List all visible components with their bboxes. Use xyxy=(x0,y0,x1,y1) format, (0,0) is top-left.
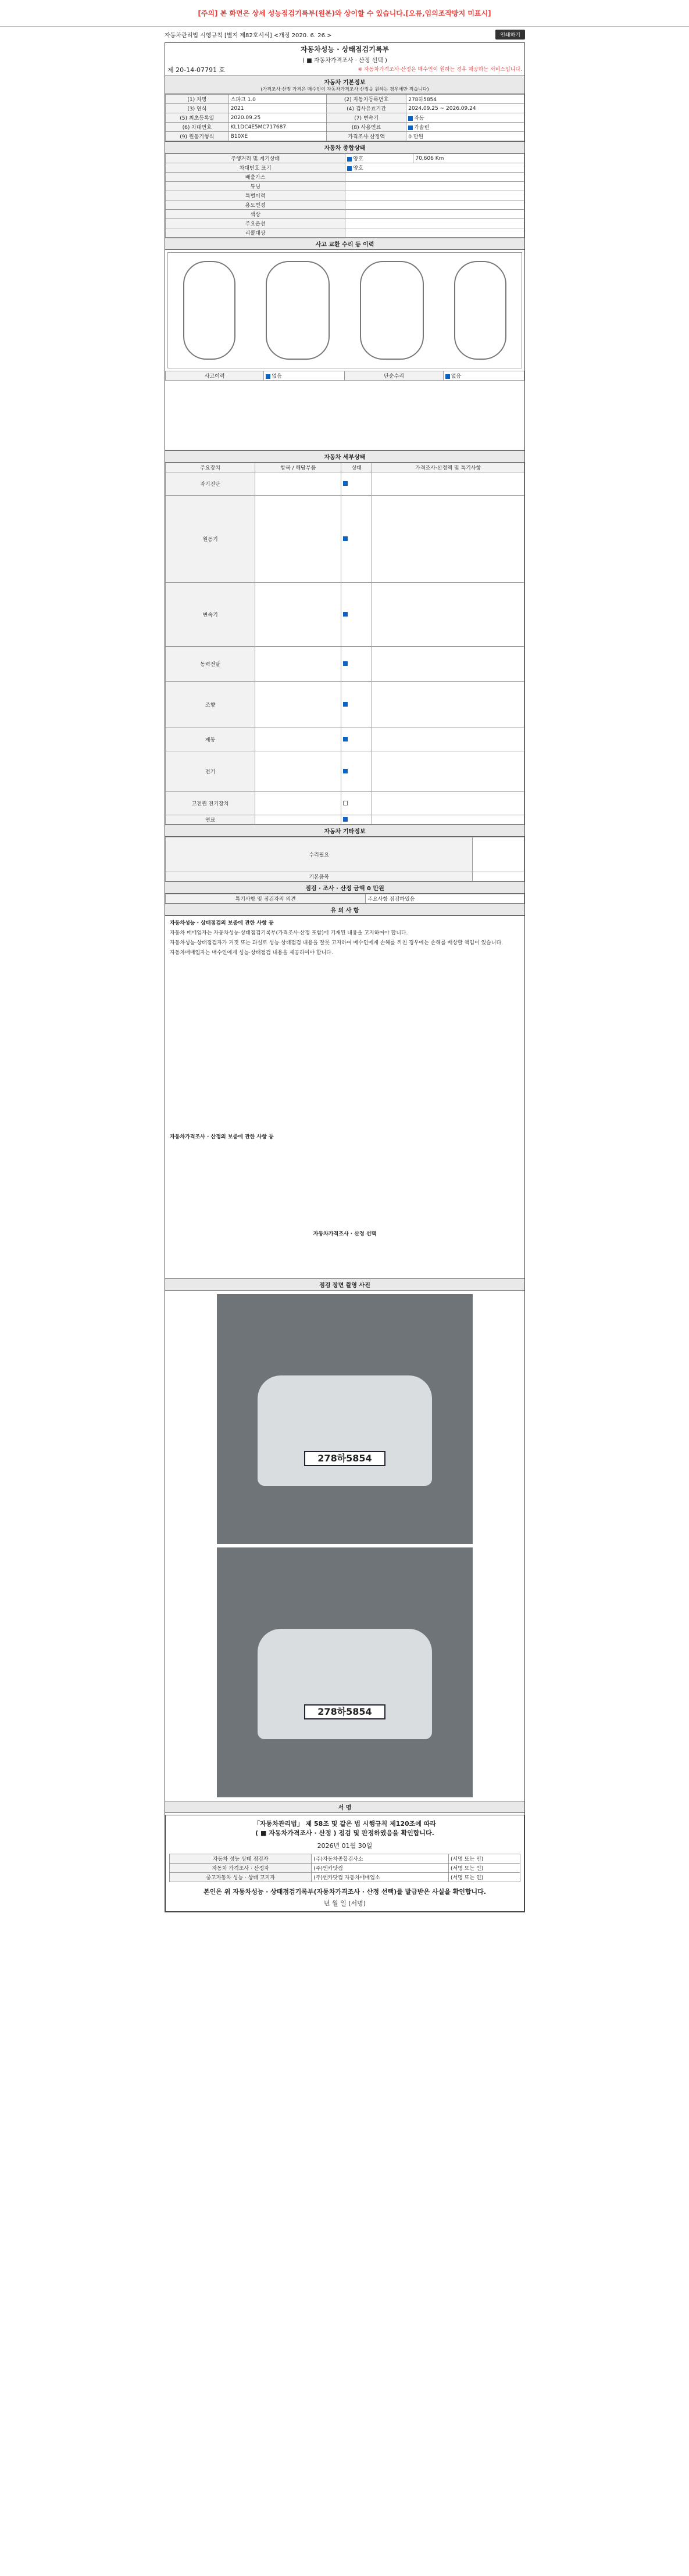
sign-box: 「자동차관리법」 제 58조 및 같은 법 시행규칙 제120조에 따라 ( ■ 자동차가격조사 · 산정 ) 점검 및 판정하였음을 확인합니다. 2026년 01월 30일 자동차 성능 상태 점검자 (주)자동차종합검사소 (서명 또는 인) 자동차 가격조사 · 산정자 (주)엔카닷컴 (서명 또는 인) 중고자동차 성능 · 상태 고지자 (주)엔카닷컴 자동차매매업소 (서명 또는 인) 본인은 위 자동차성능 · 상태점검기록부(자동차가격조사 · 산정 선택)를 발급받은 사실을 확인합니다. 년 월 일 (서명) xyxy=(165,1815,524,1912)
checkbox-icon xyxy=(445,374,450,379)
summary-section-title: 자동차 종합상태 xyxy=(165,141,524,153)
detail-section-title: 자동차 세부상태 xyxy=(165,450,524,463)
notes-title: 유 의 사 항 xyxy=(165,904,524,916)
accident-parts-grid xyxy=(165,381,524,450)
checkbox-icon xyxy=(343,702,348,707)
car-top-icon xyxy=(266,261,330,360)
checkbox-icon xyxy=(347,157,352,162)
etc-section-title: 자동차 기타정보 xyxy=(165,825,524,837)
year: 2021 xyxy=(229,104,326,113)
accident-table: 사고이력 없음 단순수리 없음 xyxy=(165,371,524,381)
sign-section-title: 서 명 xyxy=(165,1801,524,1813)
checkbox-icon xyxy=(347,166,352,171)
inspection-photo-front xyxy=(217,1294,473,1544)
checkbox-icon xyxy=(408,126,413,130)
etc-table: 수리필요 기본품목 xyxy=(165,837,524,882)
law-text: 자동차관리법 시행규칙 [별지 제82호서식] <개정 2020. 6. 26.> xyxy=(165,32,332,39)
detail-table: 주요장치 항목 / 해당부품 상태 가격조사·산정액 및 특기사항 자기진단 원동기 변속기 동력전달 조향 제동 전기 고전원 전기장치 연료 xyxy=(165,463,524,825)
basic-section-title: 자동차 기본정보 (가격조사·산정 가격은 매수인이 자동차가격조사·산정을 원하는 경우에만 적습니다) xyxy=(165,76,524,94)
warning-banner xyxy=(0,0,689,27)
checkbox-icon xyxy=(343,481,348,486)
vin: KL1DC4E5MC717687 xyxy=(229,123,326,132)
photo-section-title: 점검 장면 촬영 사진 xyxy=(165,1278,524,1291)
checkbox-icon xyxy=(266,374,270,379)
doc-header xyxy=(165,28,525,41)
checkbox-icon xyxy=(343,817,348,822)
sign-table: 자동차 성능 상태 점검자 (주)자동차종합검사소 (서명 또는 인) 자동차 가격조사 · 산정자 (주)엔카닷컴 (서명 또는 인) 중고자동차 성능 · 상태 고지자 (주)엔카닷컴 자동차매매업소 (서명 또는 인) xyxy=(169,1854,520,1882)
summary-table: 주행거리 및 계기상태 양호 70,606 Km 차대번호 표기 양호 배출가스 튜닝 특별이력 용도변경 색상 주요옵션 리콜대상 xyxy=(165,153,524,238)
basic-table: (1) 차명 스파크 1.0 (2) 자동차등록번호 278하5854 (3) 연식 2021 (4) 검사유효기간 2024.09.25 ~ 2026.09.24 (5) 최초등록일 2020.09.25 (7) 변속기 자동 (6) 차대번호 KL1DC4E5MC717687 (8) 사용연료 가솔린 (9) 원동기형식 B10XE 가격조사·산정액 0 만원 xyxy=(165,94,524,141)
print-button[interactable]: 인쇄하기 xyxy=(495,30,525,40)
special-table: 특기사항 및 점검자의 의견 주요사항 점검하였음 xyxy=(165,894,524,904)
doc-number: 제 20-14-07791 호 xyxy=(167,66,226,74)
checkbox-icon xyxy=(343,801,348,805)
title-box xyxy=(165,42,525,1912)
checkbox-icon xyxy=(343,769,348,773)
checkbox-icon xyxy=(343,661,348,666)
inspection-photo-rear xyxy=(217,1547,473,1797)
doc-title: 자동차성능 · 상태점검기록부 xyxy=(300,45,390,53)
first-reg: 2020.09.25 xyxy=(229,113,326,123)
plate-text: 278하5854 xyxy=(304,1704,385,1719)
checkbox-icon xyxy=(343,612,348,617)
warning-text: [주의] 본 화면은 상세 성능점검기록부(원본)와 상이할 수 있습니다.[오류,임의조작방지 미표시] xyxy=(198,9,491,17)
car-bottom-icon xyxy=(360,261,424,360)
doc-subtitle: ( ■ 자동차가격조사 · 산정 선택 ) xyxy=(302,58,387,64)
checkbox-icon xyxy=(343,737,348,741)
doc-note: ※ 자동차가격조사·산정은 매수인이 원하는 경우 제공하는 서비스입니다. xyxy=(358,67,522,73)
car-diagram xyxy=(167,252,522,368)
car-side-icon xyxy=(183,261,235,360)
plate-text: 278하5854 xyxy=(304,1451,385,1466)
valid: 2024.09.25 ~ 2026.09.24 xyxy=(406,104,524,113)
accident-section-title: 사고 교환 수리 등 이력 xyxy=(165,238,524,250)
notes-block: 자동차성능 · 상태점검의 보증에 관한 사항 등 자동차 매매업자는 자동차성능·상태점검기록부(가격조사·산정 포함)에 기재된 내용을 고지하여야 합니다. 자동차성능·상태점검자가 거짓 또는 과실로 성능·상태점검 내용을 잘못 고지하여 매수인에게 손해를 끼친 경우에는 손해를 배상할 책임이 있습니다. 자동차매매업자는 매수인에게 성능·상태점검 내용을 제공하여야 합니다. 자동차가격조사 · 산정의 보증에 관한 사항 등 자동차가격조사 · 산정 선택 xyxy=(170,920,504,1237)
reg-no: 278하5854 xyxy=(406,95,524,104)
inspector-price-title: 점검 · 조사 · 산정 금액 0 만원 xyxy=(165,882,524,894)
checkbox-icon xyxy=(343,536,348,541)
car-side-icon xyxy=(454,261,506,360)
inspection-document xyxy=(165,28,525,2567)
checkbox-icon xyxy=(408,116,413,121)
car-name: 스파크 1.0 xyxy=(229,95,326,104)
special-text: 주요사항 점검하였음 xyxy=(366,894,524,904)
